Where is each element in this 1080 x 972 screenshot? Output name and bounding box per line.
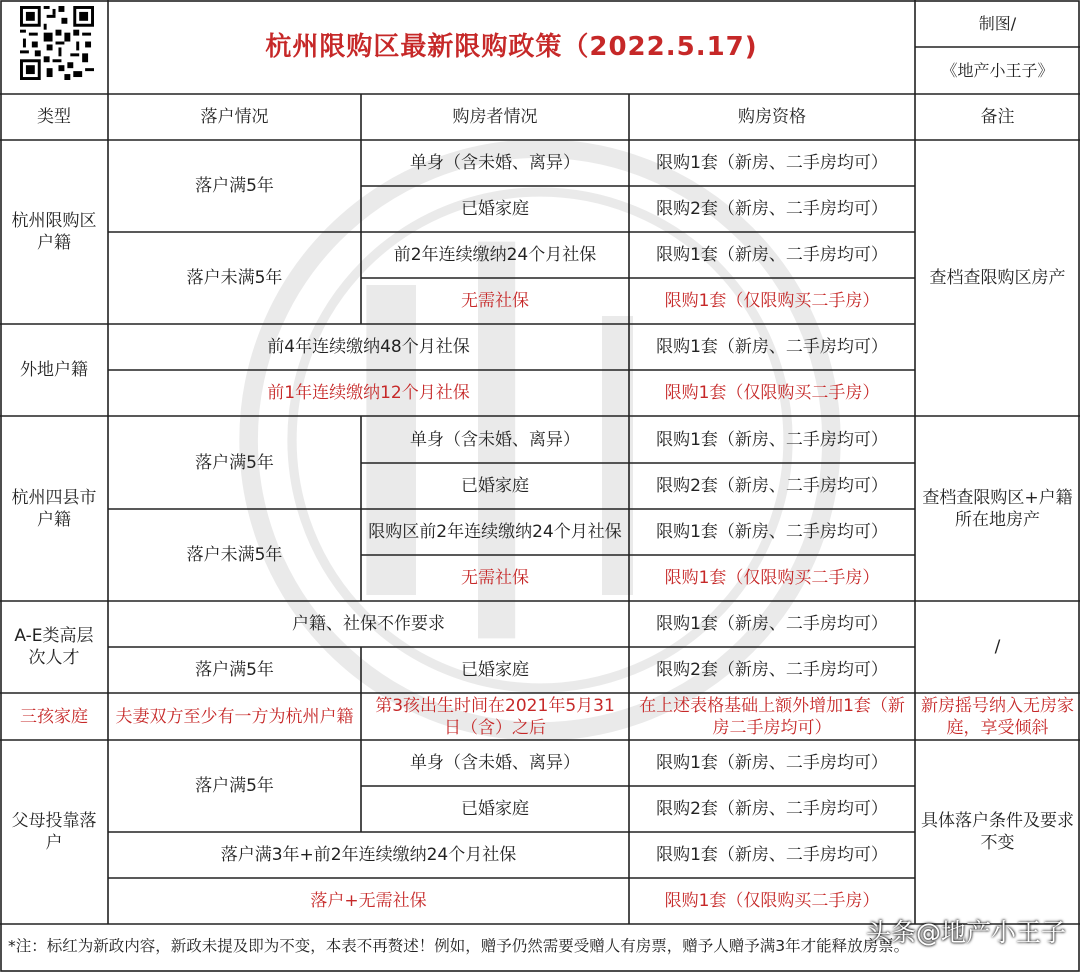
settlement-cell: 落户满5年 [195, 176, 274, 196]
remark-cell: 查档查限购区房产 [929, 268, 1066, 288]
type-cell: 杭州四县市户籍 [11, 487, 97, 530]
settlement-cell: 落户满5年 [195, 776, 274, 796]
buyer-cell: 单身（含未婚、离异） [410, 429, 580, 450]
column-header-qualification: 购房资格 [738, 107, 806, 127]
qualification-cell: 限购1套（仅限购买二手房） [664, 291, 880, 311]
qualification-cell: 限购1套（新房、二手房均可） [656, 522, 888, 542]
type-cell: 杭州限购区户籍 [11, 211, 97, 253]
qualification-cell: 限购1套（新房、二手房均可） [656, 753, 888, 773]
condition-cell: 前4年连续缴纳48个月社保 [267, 337, 470, 357]
condition-cell: 户籍、社保不作要求 [292, 614, 445, 634]
buyer-cell: 限购区前2年连续缴纳24个月社保 [368, 522, 622, 542]
buyer-cell: 无需社保 [461, 291, 529, 311]
qualification-cell: 限购1套（仅限购买二手房） [664, 383, 880, 403]
buyer-cell: 无需社保 [461, 568, 529, 588]
type-cell: 三孩家庭 [20, 706, 88, 727]
buyer-cell: 前2年连续缴纳24个月社保 [393, 245, 597, 265]
settlement-cell: 落户满5年 [195, 660, 274, 680]
type-cell: 父母投靠落户 [11, 811, 97, 853]
column-header-remark: 备注 [980, 107, 1015, 127]
qualification-cell: 限购1套（新房、二手房均可） [656, 153, 888, 173]
type-cell: 外地户籍 [20, 360, 88, 380]
qualification-cell: 限购2套（新房、二手房均可） [656, 799, 888, 819]
condition-cell: 落户+无需社保 [310, 891, 427, 911]
qualification-cell: 限购1套（仅限购买二手房） [664, 891, 880, 911]
credit-label: 制图/ [978, 13, 1017, 33]
buyer-cell: 第3孩出生时间在2021年5月31日（含）之后 [375, 695, 615, 738]
qualification-cell: 限购1套（新房、二手房均可） [656, 337, 888, 357]
footnote: *注：标红为新政内容，新政未提及即为不变，本表不再赘述！例如，赠予仍然需要受赠人有房票，赠予人赠予满3年才能释放房票。 [8, 937, 910, 955]
remark-cell: 查档查限购区+户籍所在地房产 [922, 487, 1073, 530]
buyer-cell: 单身（含未婚、离异） [410, 753, 580, 773]
remark-cell: 具体落户条件及要求不变 [921, 811, 1074, 853]
column-header-settlement: 落户情况 [200, 107, 269, 127]
remark-cell: 新房摇号纳入无房家庭，享受倾斜 [921, 695, 1074, 738]
remark-cell: / [994, 637, 1001, 657]
qualification-cell: 限购1套（仅限购买二手房） [664, 568, 880, 588]
buyer-cell: 单身（含未婚、离异） [410, 153, 580, 173]
qualification-cell: 限购2套（新房、二手房均可） [656, 660, 888, 680]
qualification-cell: 限购1套（新房、二手房均可） [656, 245, 888, 265]
qualification-cell: 限购2套（新房、二手房均可） [656, 199, 888, 219]
qualification-cell: 限购1套（新房、二手房均可） [656, 429, 888, 450]
column-header-buyer: 购房者情况 [452, 107, 538, 127]
column-header-type: 类型 [37, 107, 71, 127]
type-cell: A-E类高层次人才 [14, 626, 94, 668]
qualification-cell: 限购1套（新房、二手房均可） [656, 845, 888, 865]
buyer-cell: 已婚家庭 [461, 799, 529, 819]
settlement-cell: 夫妻双方至少有一方为杭州户籍 [115, 706, 354, 727]
qualification-cell: 限购2套（新房、二手房均可） [656, 476, 888, 496]
condition-cell: 落户满3年+前2年连续缴纳24个月社保 [220, 845, 517, 865]
buyer-cell: 已婚家庭 [461, 199, 529, 219]
credit-author: 《地产小王子》 [941, 60, 1054, 80]
watermark: 头条@地产小王子 [865, 918, 1066, 947]
qualification-cell: 限购1套（新房、二手房均可） [656, 614, 888, 634]
buyer-cell: 已婚家庭 [461, 476, 529, 496]
buyer-cell: 已婚家庭 [461, 660, 529, 680]
settlement-cell: 落户未满5年 [186, 268, 283, 288]
page-title: 杭州限购区最新限购政策（2022.5.17) [265, 32, 758, 62]
settlement-cell: 落户满5年 [195, 452, 274, 473]
condition-cell: 前1年连续缴纳12个月社保 [267, 383, 470, 403]
qualification-cell: 在上述表格基础上额外增加1套（新房二手房均可） [639, 695, 905, 738]
settlement-cell: 落户未满5年 [186, 545, 283, 565]
